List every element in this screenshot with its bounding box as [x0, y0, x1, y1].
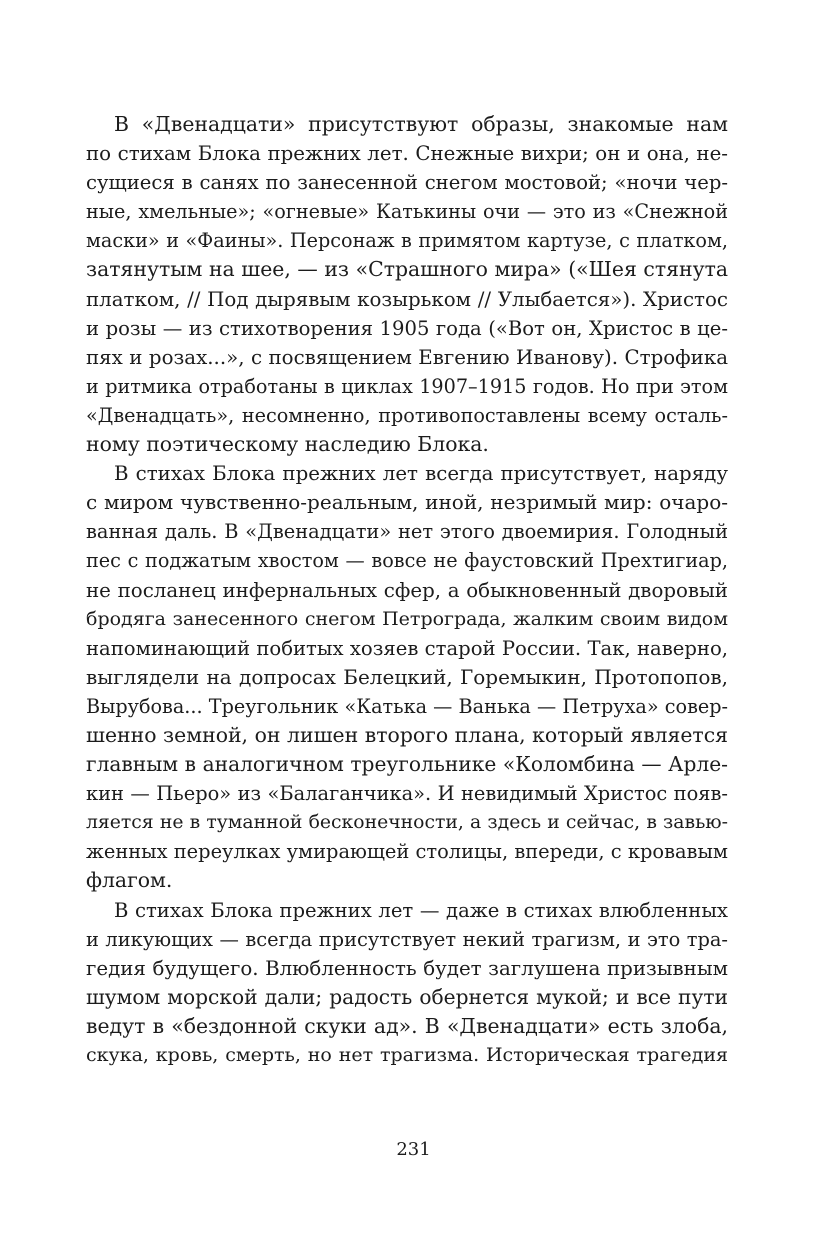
text-line: по стихам Блока прежних лет. Снежные вихри; он и она, не- [86, 142, 728, 166]
text-line: шумом морской дали; радость обернется мукой; и все пути [86, 984, 728, 1009]
text-line: и розы — из стихотворения 1905 года («Вот он, Христос в це- [86, 316, 728, 340]
text-line: сущиеся в санях по занесенной снегом мостовой; «ночи чер- [86, 171, 728, 195]
text-line: В стихах Блока прежних лет всегда присутствует, наряду [114, 462, 728, 486]
text-line: не посланец инфернальных сфер, а обыкновенный дворовый [86, 578, 728, 602]
text-line: пес с поджатым хвостом — вовсе не фаустовский Прехтигиар, [86, 549, 728, 573]
text-line: маски» и «Фаины». Персонаж в примятом картузе, с платком, [86, 229, 728, 253]
text-line: Вырубова... Треугольник «Катька — Ванька — Петруха» совер- [86, 694, 728, 718]
text-line: ведут в «бездонной скуки ад». В «Двенадцати» есть злоба, [86, 1013, 728, 1038]
paragraph [86, 459, 728, 895]
text-line: шенно земной, он лишен второго плана, который является [86, 722, 728, 747]
page-number: 231 [396, 1139, 431, 1160]
paragraph [86, 110, 728, 459]
text-line: ные, хмельные»; «огневые» Катькины очи — это из «Снежной [86, 200, 728, 224]
text-line: женных переулках умирающей столицы, впереди, с кровавым [86, 840, 728, 864]
text-line: платком, // Под дырявым козырьком // Улыбается»). Христос [86, 287, 728, 311]
text-line: затянутым на шее, — из «Страшного мира» («Шея стянута [86, 257, 728, 282]
text-line: флагом. [86, 868, 173, 893]
text-line: «Двенадцать», несомненно, противопоставлены всему осталь- [86, 403, 728, 427]
text-line: скука, кровь, смерть, но нет трагизма. Историческая трагедия [86, 1044, 728, 1066]
paragraph [86, 896, 728, 1071]
text-line: напоминающий побитых хозяев старой России. Так, наверно, [86, 636, 728, 660]
text-line: ному поэтическому наследию Блока. [86, 432, 489, 457]
text-line: выглядели на допросах Белецкий, Горемыкин, Протопопов, [86, 664, 728, 689]
text-line: с миром чувственно-реальным, иной, незримый мир: очаро- [86, 490, 728, 515]
text-line: пях и розах...», с посвящением Евгению Иванову). Строфика [86, 345, 728, 369]
text-line: бродяга занесенного снегом Петрограда, жалким своим видом [86, 607, 728, 630]
text-line: главным в аналогичном треугольнике «Коломбина — Арле- [86, 752, 728, 777]
body-text [86, 110, 728, 1070]
text-line: В «Двенадцати» присутствуют образы, знакомые нам [114, 112, 728, 136]
text-line: ляется не в туманной бесконечности, а здесь и сейчас, в завью- [86, 812, 728, 834]
text-line: и ритмика отработаны в циклах 1907–1915 годов. Но при этом [86, 374, 728, 398]
text-line: кин — Пьеро» из «Балаганчика». И невидимый Христос появ- [86, 782, 728, 806]
text-line: гедия будущего. Влюбленность будет заглушена призывным [86, 956, 728, 980]
text-line: В стихах Блока прежних лет — даже в стихах влюбленных [114, 898, 728, 922]
text-line: ванная даль. В «Двенадцати» нет этого двоемирия. Голодный [86, 520, 728, 544]
text-line: и ликующих — всегда присутствует некий трагизм, и это тра- [86, 927, 728, 951]
